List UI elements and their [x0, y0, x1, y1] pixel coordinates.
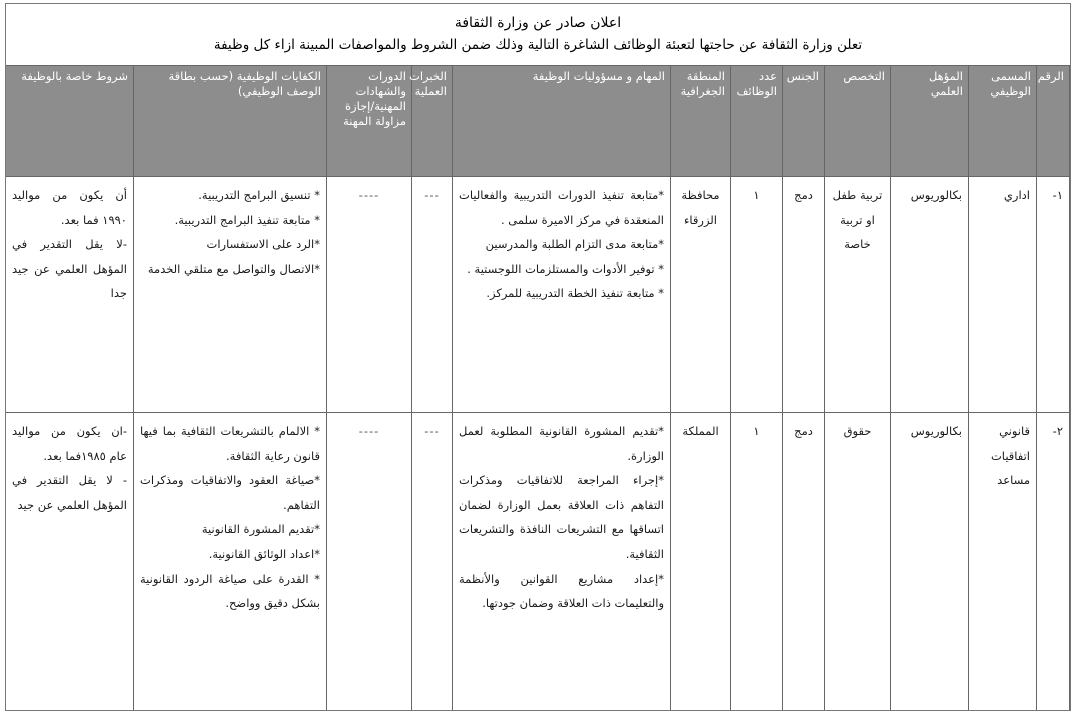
cell-gender: دمج	[783, 413, 825, 712]
duty-item: * توفير الأدوات والمستلزمات اللوجستية .	[467, 261, 664, 276]
duty-item: *تقديم المشورة القانونية المطلوبة لعمل الوزارة.	[459, 424, 664, 463]
cell-region: محافظة الزرقاء	[671, 177, 731, 413]
document-header	[6, 4, 1070, 65]
cell-experience: ---	[412, 177, 453, 413]
document-frame	[5, 3, 1071, 711]
column-header-gender: الجنس	[783, 66, 825, 177]
cell-qualification: بكالوريوس	[891, 413, 969, 712]
competency-item: * متابعة تنفيذ البرامج التدريبية.	[174, 212, 320, 227]
cell-number: ١-	[1037, 177, 1070, 413]
competency-item: * الالمام بالتشريعات الثقافية بما فيها قانون رعاية الثقافة.	[140, 424, 320, 463]
competency-item: *الرد على الاستفسارات	[206, 237, 320, 252]
column-header-specialization: التخصص	[825, 66, 891, 177]
cell-experience: ---	[412, 413, 453, 712]
cell-courses: ----	[327, 413, 412, 712]
column-header-region: المنطقة الجغرافية	[671, 66, 731, 177]
competency-item: * القدرة على صياغة الردود القانونية بشكل دقيق وواضح.	[140, 571, 320, 611]
condition-item: - لا يقل التقدير في المؤهل العلمي عن جيد	[12, 473, 127, 512]
column-header-qualification: المؤهل العلمي	[891, 66, 969, 177]
competency-item: *تقديم المشورة القانونية	[201, 522, 320, 537]
duty-item: * متابعة تنفيذ الخطة التدريبية للمركز.	[486, 286, 664, 301]
duty-item: *إجراء المراجعة للاتفاقيات ومذكرات التفاهم ذات العلاقة بعمل الوزارة لضمان اتساقها مع التشريعات النافذة والتشريعات الثقافية.	[459, 473, 664, 561]
announcement-title: اعلان صادر عن وزارة الثقافة	[454, 15, 622, 31]
cell-job-title: قانوني اتفاقيات مساعد	[969, 413, 1037, 712]
vacancies-table	[5, 65, 1070, 711]
cell-job-title: اداري	[969, 177, 1037, 413]
cell-competencies	[134, 413, 327, 712]
duty-item: *متابعة مدى التزام الطلبة والمدرسين	[485, 237, 664, 252]
table-header-row	[6, 66, 1070, 177]
cell-count: ١	[731, 413, 783, 712]
cell-region: المملكة	[671, 413, 731, 712]
column-header-competencies: الكفايات الوظيفية (حسب بطاقة الوصف الوظيفي)	[134, 66, 327, 177]
cell-duties	[453, 177, 671, 413]
condition-item: أن يكون من مواليد ١٩٩٠ فما بعد.	[12, 188, 127, 227]
cell-qualification: بكالوريوس	[891, 177, 969, 413]
cell-gender: دمج	[783, 177, 825, 413]
cell-competencies	[134, 177, 327, 413]
announcement-intro: تعلن وزارة الثقافة عن حاجتها لتعبئة الوظائف الشاغرة التالية وذلك ضمن الشروط والمواصفات المبينة ازاء كل وظيفة	[213, 37, 863, 53]
condition-item: -ان يكون من مواليد عام ١٩٨٥فما بعد.	[12, 424, 127, 463]
competency-item: *صياغة العقود والاتفاقيات ومذكرات التفاهم.	[140, 473, 320, 512]
column-header-count: عدد الوظائف	[731, 66, 783, 177]
column-header-experience: الخبرات العملية	[412, 66, 453, 177]
cell-specialization: حقوق	[825, 413, 891, 712]
table-row	[6, 177, 1070, 413]
condition-item: -لا يقل التقدير في المؤهل العلمي عن جيد جدا	[12, 237, 127, 301]
cell-duties	[453, 413, 671, 712]
cell-conditions	[6, 413, 134, 712]
cell-number: ٢-	[1037, 413, 1070, 712]
column-header-job-title: المسمى الوظيفي	[969, 66, 1037, 177]
competency-item: *اعداد الوثائق القانونية.	[208, 546, 320, 561]
table-row	[6, 413, 1070, 712]
column-header-duties: المهام و مسؤوليات الوظيفة	[453, 66, 671, 177]
column-header-number: الرقم	[1037, 66, 1070, 177]
cell-conditions	[6, 177, 134, 413]
cell-count: ١	[731, 177, 783, 413]
cell-courses: ----	[327, 177, 412, 413]
competency-item: *الاتصال والتواصل مع متلقي الخدمة	[147, 261, 320, 276]
column-header-courses: الدورات والشهادات المهنية/إجازة مزاولة المهنة	[327, 66, 412, 177]
duty-item: *إعداد مشاريع القوانين والأنظمة والتعليمات ذات العلاقة وضمان جودتها.	[459, 571, 664, 611]
column-header-conditions: شروط خاصة بالوظيفة	[6, 66, 134, 177]
competency-item: * تنسيق البرامج التدريبية.	[198, 188, 320, 202]
cell-specialization: تربية طفل او تربية خاصة	[825, 177, 891, 413]
duty-item: *متابعة تنفيذ الدورات التدريبية والفعاليات المنعقدة في مركز الاميرة سلمى .	[459, 188, 664, 227]
